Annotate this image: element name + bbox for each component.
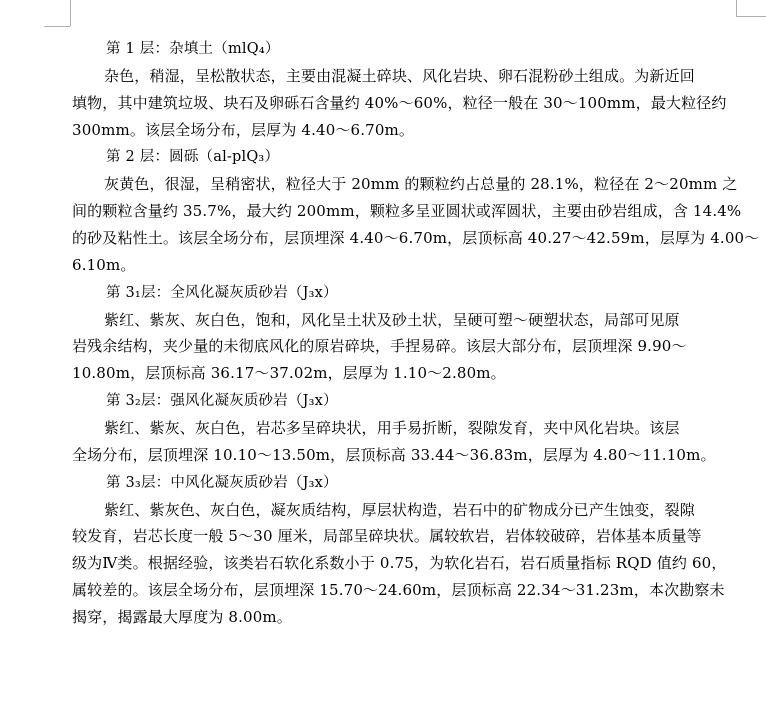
- document-body: [72, 36, 760, 632]
- page-corner-mark: [70, 0, 71, 26]
- layer-section-3-3: [72, 470, 726, 631]
- text-line: 10.80m，层顶标高 36.17～37.02m，层厚为 1.10～2.80m。: [72, 364, 506, 383]
- text-line: 的砂及粘性土。该层全场分布，层顶埋深 4.40～6.70m，层顶标高 40.27～42.59m，层厚为 4.00～: [72, 228, 760, 247]
- layer-section-3-1: [72, 280, 726, 387]
- page-corner-mark: [736, 0, 737, 16]
- text-line: 灰黄色，很湿，呈稍密状，粒径大于 20mm 的颗粒约占总量的 28.1%，粒径在 2～20mm 之: [104, 175, 738, 194]
- layer-section-1: [72, 36, 726, 143]
- layer-description: [72, 307, 726, 387]
- page-corner-mark: [44, 26, 70, 27]
- text-line: 全场分布，层顶埋深 10.10～13.50m，层顶标高 33.44～36.83m，层厚为 4.80～11.10m。: [72, 445, 716, 464]
- text-line: 揭穿，揭露最大厚度为 8.00m。: [72, 607, 292, 626]
- layer-title: 第 3₃层：中风化凝灰质砂岩（J₃x）: [106, 474, 338, 491]
- layer-title: 第 2 层：圆砾（al-plQ₃）: [106, 149, 280, 166]
- page-corner-mark: [736, 16, 766, 17]
- layer-description: [72, 497, 726, 631]
- layer-section-3-2: [72, 388, 726, 469]
- text-line: 紫红、紫灰色、灰白色，凝灰质结构，厚层状构造，岩石中的矿物成分已产生蚀变，裂隙: [104, 500, 695, 519]
- layer-description: [72, 415, 726, 469]
- layer-title: 第 3₁层：全风化凝灰质砂岩（J₃x）: [106, 284, 338, 301]
- layer-description: [72, 63, 726, 143]
- layer-title: 第 1 层：杂填土（mlQ₄）: [106, 41, 280, 57]
- text-line: 填物，其中建筑垃圾、块石及卵砾石含量约 40%～60%，粒径一般在 30～100mm，最大粒径约: [72, 93, 727, 112]
- text-line: 杂色，稍湿，呈松散状态，主要由混凝土碎块、风化岩块、卵石混粉砂土组成。为新近回: [104, 67, 695, 85]
- text-line: 属较差的。该层全场分布，层顶埋深 15.70～24.60m，层顶标高 22.34～31.23m，本次勘察未: [72, 580, 725, 599]
- text-line: 300mm。该层全场分布，层厚为 4.40～6.70m。: [72, 120, 415, 139]
- text-line: 6.10m。: [72, 255, 136, 274]
- layer-title: 第 3₂层：强风化凝灰质砂岩（J₃x）: [106, 392, 338, 409]
- text-line: 紫红、紫灰、灰白色，岩芯多呈碎块状，用手易折断，裂隙发育，夹中风化岩块。该层: [104, 418, 680, 437]
- text-line: 级为Ⅳ类。根据经验，该类岩石软化系数小于 0.75，为软化岩石，岩石质量指标 RQD 值约 60，: [72, 554, 727, 573]
- text-line: 岩残余结构，夹少量的未彻底风化的原岩碎块，手捏易碎。该层大部分布，层顶埋深 9.90～: [72, 337, 687, 356]
- text-line: 间的颗粒含量约 35.7%，最大约 200mm，颗粒多呈亚圆状或浑圆状，主要由砂岩组成，含 14.4%: [72, 202, 742, 221]
- text-line: 紫红、紫灰、灰白色，饱和，风化呈土状及砂土状，呈硬可塑～硬塑状态，局部可见原: [104, 310, 680, 329]
- text-line: 较发育，岩芯长度一般 5～30 厘米，局部呈碎块状。属较软岩，岩体较破碎，岩体基本质量等: [72, 527, 702, 546]
- layer-description: [72, 171, 760, 278]
- layer-section-2: [72, 144, 760, 278]
